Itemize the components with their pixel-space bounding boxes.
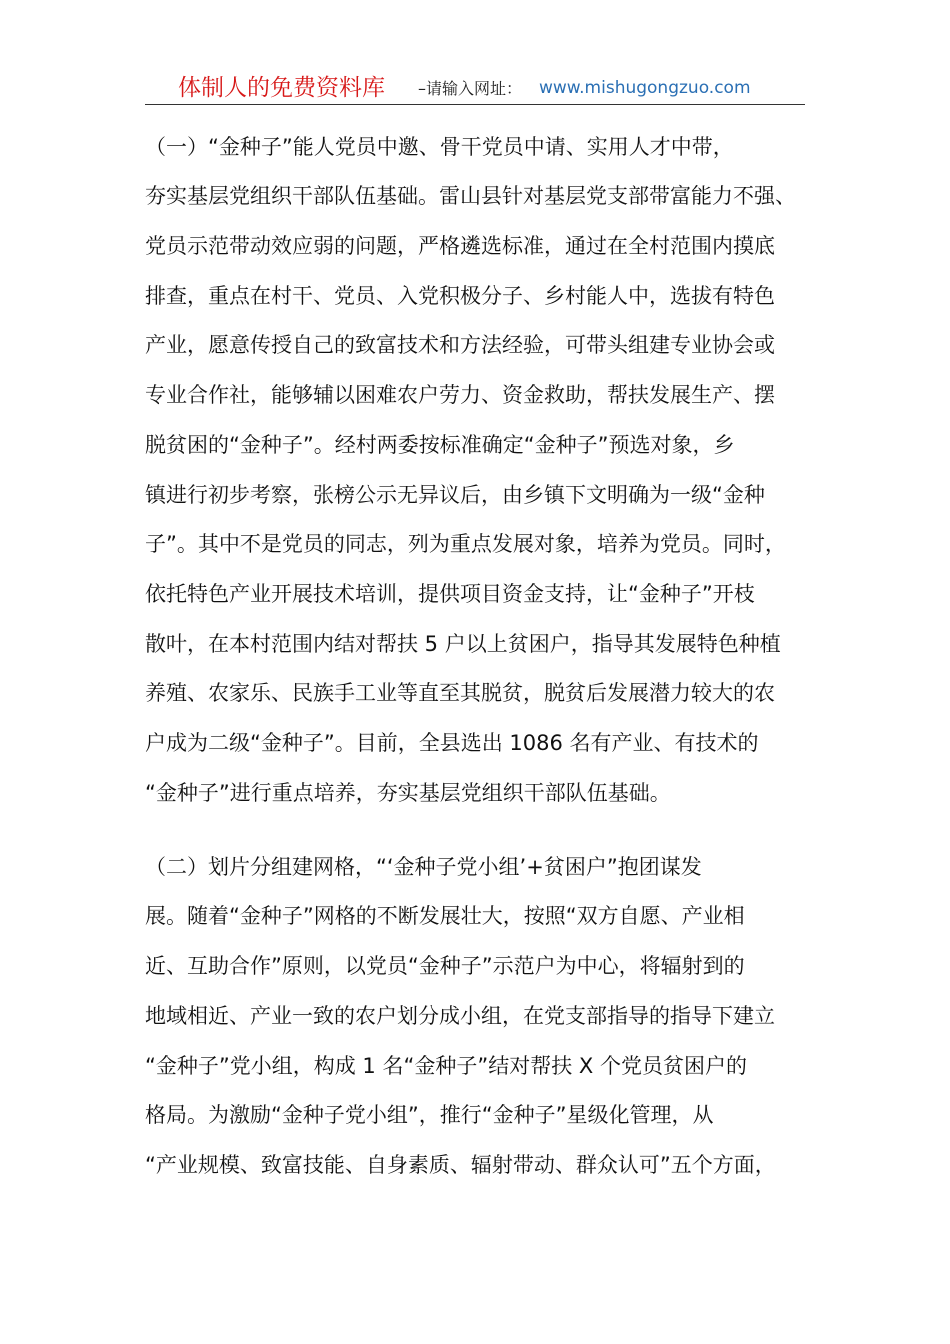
header-brand: 体制人的免费资料库 <box>178 75 385 101</box>
text-line: 夯实基层党组织干部队伍基础。雷山县针对基层党支部带富能力不强、 <box>145 184 796 208</box>
text-line: （一）“金种子”能人党员中邀、骨干党员中请、实用人才中带， <box>145 135 734 159</box>
header-url[interactable]: www.mishugongzuo.com <box>539 78 751 98</box>
text-line: “产业规模、致富技能、自身素质、辐射带动、群众认可”五个方面， <box>145 1153 776 1177</box>
text-line: 散叶，在本村范围内结对帮扶 5 户以上贫困户，指导其发展特色种植 <box>145 632 781 656</box>
text-line: 依托特色产业开展技术培训，提供项目资金支持，让“金种子”开枝 <box>145 582 755 606</box>
text-line: 专业合作社，能够辅以困难农户劳力、资金救助，帮扶发展生产、摆 <box>145 383 775 407</box>
text-line: “金种子”党小组，构成 1 名“金种子”结对帮扶 X 个党员贫困户的 <box>145 1054 747 1078</box>
text-line: （二）划片分组建网格，“‘金种子党小组’+贫困户”抱团谋发 <box>145 855 702 879</box>
text-line: 产业，愿意传授自己的致富技术和方法经验，可带头组建专业协会或 <box>145 333 775 357</box>
page-header <box>145 72 805 105</box>
text-line: 排查，重点在村干、党员、入党积极分子、乡村能人中，选拔有特色 <box>145 284 775 308</box>
text-line: 子”。其中不是党员的同志，列为重点发展对象，培养为党员。同时， <box>145 532 786 556</box>
text-line: 户成为二级“金种子”。目前，全县选出 1086 名有产业、有技术的 <box>145 731 759 755</box>
text-line: 镇进行初步考察，张榜公示无异议后，由乡镇下文明确为一级“金种 <box>145 483 765 507</box>
text-line: 党员示范带动效应弱的问题，严格遴选标准，通过在全村范围内摸底 <box>145 234 775 258</box>
text-line: 展。随着“金种子”网格的不断发展壮大，按照“双方自愿、产业相 <box>145 904 745 928</box>
text-line: 近、互助合作”原则，以党员“金种子”示范户为中心，将辐射到的 <box>145 954 745 978</box>
text-line: 地域相近、产业一致的农户划分成小组，在党支部指导的指导下建立 <box>145 1004 775 1028</box>
text-line: 养殖、农家乐、民族手工业等直至其脱贫，脱贫后发展潜力较大的农 <box>145 681 775 705</box>
header-prompt: –请输入网址： <box>418 79 523 98</box>
text-line: 格局。为激励“金种子党小组”，推行“金种子”星级化管理，从 <box>145 1103 714 1127</box>
text-line: “金种子”进行重点培养，夯实基层党组织干部队伍基础。 <box>145 781 671 805</box>
text-line: 脱贫困的“金种子”。经村两委按标准确定“金种子”预选对象，乡 <box>145 433 735 457</box>
